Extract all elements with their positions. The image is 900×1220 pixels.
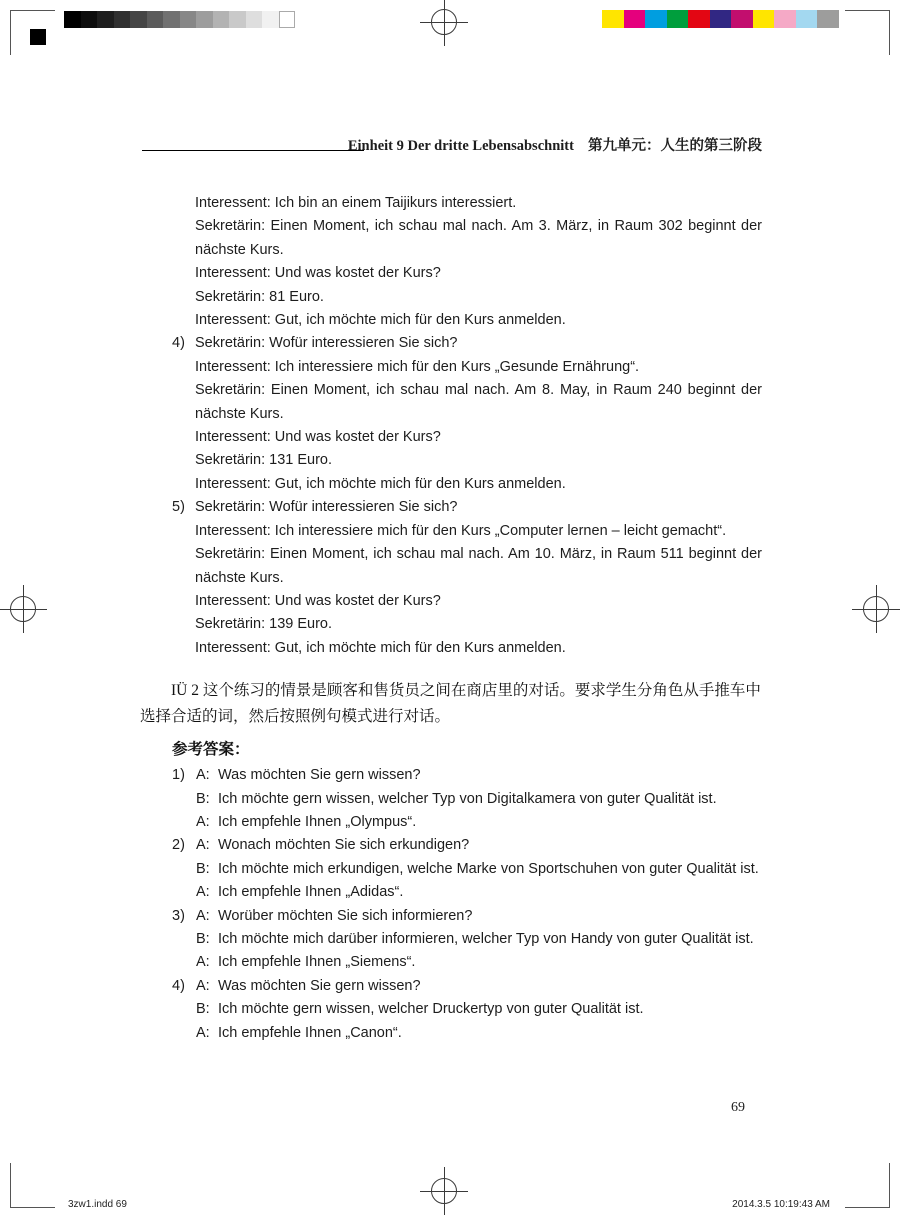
calibration-swatch: [213, 11, 230, 28]
answer-text: Worüber möchten Sie sich informieren?: [218, 907, 473, 924]
dialogue-text: Interessent: Und was kostet der Kurs?: [195, 429, 441, 446]
calibration-swatch: [602, 10, 624, 28]
calibration-swatch: [229, 11, 246, 28]
calibration-swatch: [774, 10, 796, 28]
crop-mark: [845, 10, 890, 55]
answer-text: Ich möchte gern wissen, welcher Typ von Digitalkamera von guter Qualität ist.: [218, 790, 717, 807]
dialogue-paragraph: [140, 192, 762, 215]
dialogue-text: Interessent: Ich bin an einem Taijikurs interessiert.: [195, 195, 517, 211]
calibration-swatch: [667, 10, 689, 28]
calibration-swatch: [645, 10, 667, 28]
header-rule: [142, 150, 364, 151]
answer-line: [140, 858, 762, 881]
dialogue-paragraph: [140, 637, 762, 660]
dialogue-text: Sekretärin: Einen Moment, ich schau mal nach. Am 8. May, in Raum 240 beginnt der nächste Kurs.: [195, 382, 762, 422]
answer-line: [140, 998, 762, 1021]
answer-text: Ich möchte mich darüber informieren, welcher Typ von Handy von guter Qualität ist.: [218, 930, 754, 947]
speaker-label: B:: [196, 930, 210, 947]
print-timestamp: 2014.3.5 10:19:43 AM: [732, 1199, 830, 1210]
answers-section: [140, 764, 762, 1045]
answers-heading: 参考答案：: [172, 741, 250, 759]
dialogue-text: Interessent: Gut, ich möchte mich für den Kurs anmelden.: [195, 475, 566, 492]
list-number: 5): [172, 499, 185, 516]
answer-text: Ich möchte gern wissen, welcher Druckertyp von guter Qualität ist.: [218, 1001, 644, 1018]
black-calibration-patch: [30, 29, 46, 45]
answer-text: Ich empfehle Ihnen „Canon“.: [218, 1024, 402, 1041]
crop-mark: [10, 1163, 55, 1208]
calibration-swatch: [710, 10, 732, 28]
dialogue-text: Sekretärin: Einen Moment, ich schau mal nach. Am 3. März, in Raum 302 beginnt der nächste Kurs.: [195, 218, 762, 258]
dialogue-paragraph: [140, 309, 762, 332]
dialogue-text: Sekretärin: 81 Euro.: [195, 288, 324, 305]
print-file-info: 3zw1.indd 69: [68, 1199, 127, 1210]
calibration-swatch: [279, 11, 296, 28]
speaker-label: A:: [196, 1024, 210, 1041]
speaker-label: A:: [196, 977, 210, 994]
dialogue-text: Interessent: Und was kostet der Kurs?: [195, 265, 441, 282]
dialogue-paragraph: [140, 473, 762, 496]
dialogue-paragraph: [140, 426, 762, 449]
page-number: 69: [731, 1100, 745, 1115]
dialogue-paragraph: [140, 215, 762, 262]
calibration-swatch: [81, 11, 98, 28]
answer-line: [140, 1022, 762, 1045]
registration-mark-icon: [431, 9, 457, 35]
calibration-swatch: [114, 11, 131, 28]
answer-line: [140, 975, 762, 998]
answer-text: Ich empfehle Ihnen „Adidas“.: [218, 884, 404, 901]
calibration-swatch: [97, 11, 114, 28]
speaker-label: A:: [196, 767, 210, 784]
answer-line: [140, 928, 762, 951]
calibration-swatch: [64, 11, 81, 28]
speaker-label: A:: [196, 884, 210, 901]
dialogue-paragraph: [140, 262, 762, 285]
answer-line: [140, 951, 762, 974]
dialogue-text: Sekretärin: 139 Euro.: [195, 616, 333, 633]
calibration-swatch: [130, 11, 147, 28]
header-title-chinese: 第九单元：人生的第三阶段: [588, 138, 762, 154]
dialogue-text: Interessent: Und was kostet der Kurs?: [195, 592, 441, 609]
list-number: 4): [172, 977, 185, 994]
page-content: [140, 134, 762, 1045]
dialogue-paragraph: [140, 590, 762, 613]
answer-line: [140, 881, 762, 904]
dialogue-paragraph: [140, 379, 762, 426]
answer-text: Ich möchte mich erkundigen, welche Marke von Sportschuhen von guter Qualität ist.: [218, 860, 759, 877]
answer-text: Ich empfehle Ihnen „Siemens“.: [218, 954, 416, 971]
page-header: [140, 134, 762, 154]
answer-line: [140, 834, 762, 857]
crop-mark: [845, 1163, 890, 1208]
dialogue-paragraph: [140, 543, 762, 590]
color-calibration-bar: [602, 10, 839, 28]
dialogue-paragraph: [140, 520, 762, 543]
calibration-swatch: [163, 11, 180, 28]
list-number: 1): [172, 767, 185, 784]
exercise-instruction-chinese: IÜ 2 这个练习的情景是顾客和售货员之间在商店里的对话。要求学生分角色从手推车中选择合适的词，然后按照例句模式进行对话。: [140, 682, 761, 726]
answer-text: Ich empfehle Ihnen „Olympus“.: [218, 813, 417, 830]
dialogue-text: Sekretärin: Wofür interessieren Sie sich?: [195, 499, 458, 516]
registration-mark-icon: [431, 1178, 457, 1204]
dialogue-text: Interessent: Gut, ich möchte mich für den Kurs anmelden.: [195, 312, 566, 329]
header-title-german: Einheit 9 Der dritte Lebensabschnitt: [347, 138, 574, 154]
calibration-swatch: [196, 11, 213, 28]
dialogue-text: Interessent: Ich interessiere mich für den Kurs „Gesunde Ernährung“.: [195, 358, 640, 375]
dialogue-text: Sekretärin: Einen Moment, ich schau mal nach. Am 10. März, in Raum 511 beginnt der nächste Kurs.: [195, 546, 762, 586]
list-number: 2): [172, 837, 185, 854]
dialogue-paragraph: [140, 613, 762, 636]
speaker-label: A:: [196, 907, 210, 924]
speaker-label: B:: [196, 860, 210, 877]
speaker-label: B:: [196, 790, 210, 807]
grayscale-calibration-bar: [64, 11, 295, 28]
speaker-label: A:: [196, 954, 210, 971]
speaker-label: B:: [196, 1001, 210, 1018]
calibration-swatch: [180, 11, 197, 28]
dialogue-text: Interessent: Ich interessiere mich für den Kurs „Computer lernen – leicht gemacht“.: [195, 522, 727, 539]
dialogue-text: Interessent: Gut, ich möchte mich für den Kurs anmelden.: [195, 639, 566, 656]
dialogue-paragraph: [140, 286, 762, 309]
calibration-swatch: [147, 11, 164, 28]
dialogue-paragraph: [140, 356, 762, 379]
calibration-swatch: [262, 11, 279, 28]
calibration-swatch: [688, 10, 710, 28]
answer-text: Was möchten Sie gern wissen?: [218, 767, 421, 784]
dialogue-text: Sekretärin: 131 Euro.: [195, 452, 333, 469]
answer-line: [140, 811, 762, 834]
registration-mark-icon: [10, 596, 36, 622]
dialogue-section: [140, 192, 762, 660]
calibration-swatch: [246, 11, 263, 28]
dialogue-paragraph: [140, 449, 762, 472]
dialogue-paragraph: [140, 496, 762, 519]
speaker-label: A:: [196, 837, 210, 854]
list-number: 4): [172, 335, 185, 352]
dialogue-paragraph: [140, 332, 762, 355]
answer-text: Was möchten Sie gern wissen?: [218, 977, 421, 994]
answer-text: Wonach möchten Sie sich erkundigen?: [218, 837, 470, 854]
registration-mark-icon: [863, 596, 889, 622]
answer-line: [140, 905, 762, 928]
dialogue-text: Sekretärin: Wofür interessieren Sie sich?: [195, 335, 458, 352]
calibration-swatch: [753, 10, 775, 28]
calibration-swatch: [817, 10, 839, 28]
calibration-swatch: [624, 10, 646, 28]
answer-line: [140, 788, 762, 811]
speaker-label: A:: [196, 813, 210, 830]
answer-line: [140, 764, 762, 787]
calibration-swatch: [731, 10, 753, 28]
calibration-swatch: [796, 10, 818, 28]
list-number: 3): [172, 907, 185, 924]
